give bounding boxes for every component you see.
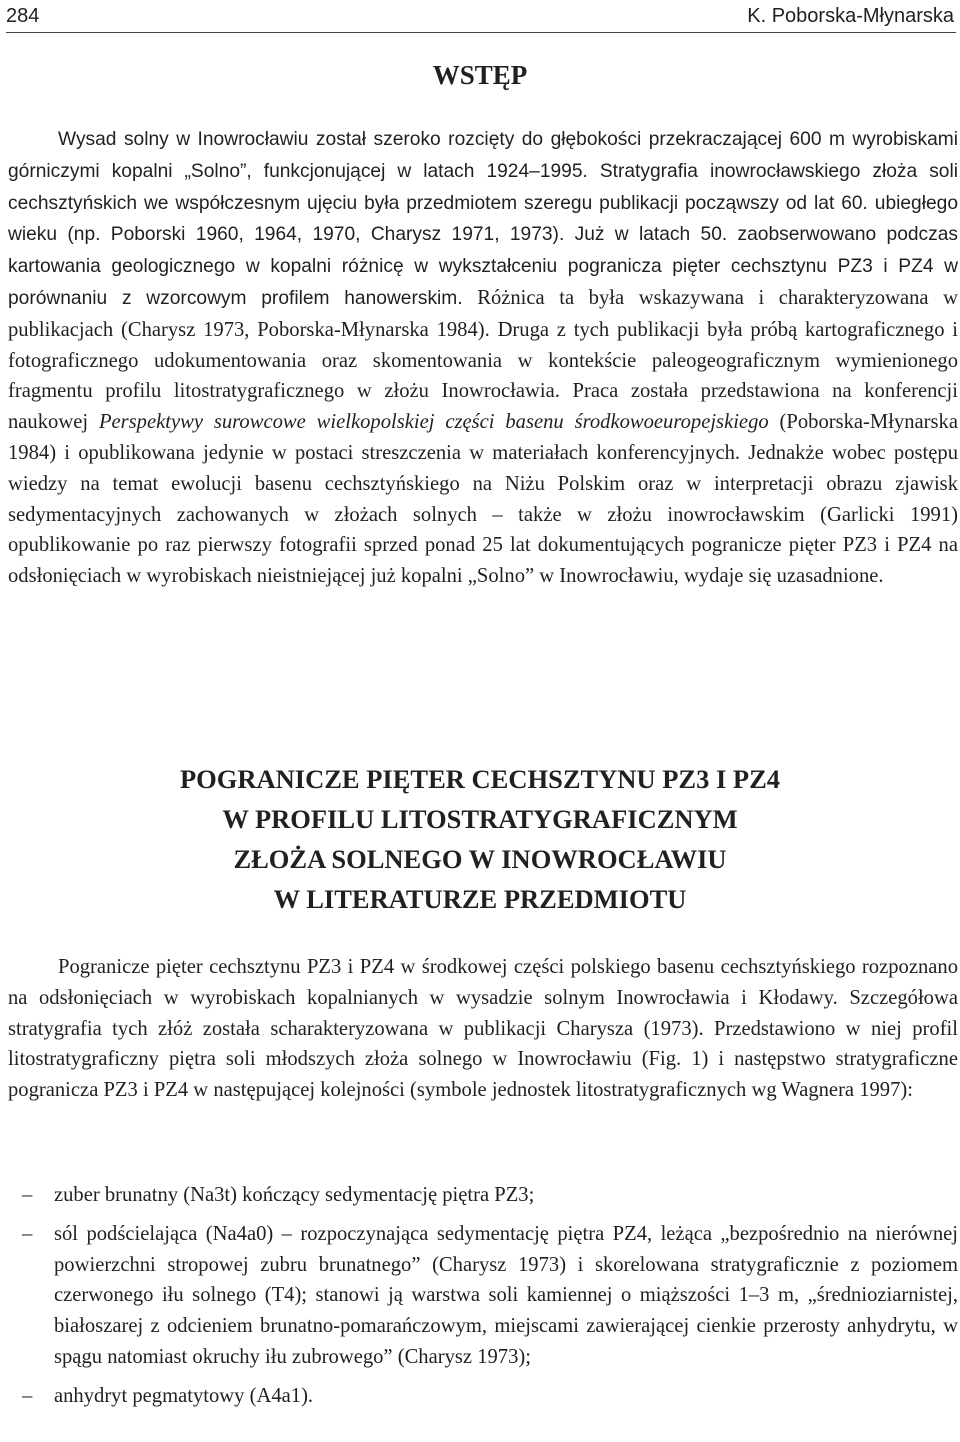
intro-paragraph-part-c: (Poborska-Młynarska 1984) i opublikowana jedynie w postaci streszczenia w materiałach konferencyjnych. Jednakże wobec postępu wiedzy na temat ewolucji basenu cechsztyńskiego na Niżu Polskim oraz w interpretacji obrazu zjawisk sedymentacyjnych zachowanych w złożach solnych – także w złożu inowrocławskim (Garlicki 1991) opublikowanie po raz pierwszy fotografii sprzed ponad 25 lat dokumentujących pogranicze pięter PZ3 i PZ4 na odsłonięciach w wyrobiskach nieistniejącej już kopalni „Solno” w Inowrocławiu, wydaje się uzasadnione. xyxy=(8,411,958,588)
page-number: 284 xyxy=(6,5,40,27)
list-dash: – xyxy=(22,1184,33,1206)
literature-paragraph: Pogranicze pięter cechsztynu PZ3 i PZ4 w środkowej części polskiego basenu cechsztyńskiego rozpoznano na odsłonięciach w wyrobiskach kopalnianych w wysadzie solnym Inowrocławia i Kłodawy. Szczegółowa stratygrafia tych złóż została scharakteryzowana w publikacji Charysza (1973). Przedstawiono w niej profil litostratygraficzny piętra soli młodszych złoża solnego w Inowrocławiu (Fig. 1) i następstwo stratygraficzne pogranicza PZ3 i PZ4 w następującej kolejności (symbole jednostek litostratygraficznych wg Wagnera 1997): xyxy=(8,956,958,1102)
intro-paragraph-part-a: Wysad solny w Inowrocławiu został szeroko rozcięty do głębokości przekraczającej 600 m wyrobiskami górniczymi kopalni „Solno”, funkcjonującej w latach 1924–1995. Stratygrafia inowrocławskiego złoża soli cechsztyńskich we współczesnym ujęciu była przedmiotem szeregu publikacji począwszy od lat 60. ubiegłego wieku (np. Poborski 1960, 1964, 1970, Charysz 1971, 1973). Już w latach 50. zaobserwowano podczas kartowania geologicznego w kopalni różnicę w wykształceniu pogranicza pięter cechsztynu PZ3 i PZ4 w porównaniu z wzorcowym profilem hanowerskim. xyxy=(8,129,958,309)
list-item xyxy=(8,1219,958,1373)
conference-title-italic: Perspektywy surowcowe wielkopolskiej części basenu środkowoeuropejskiego xyxy=(98,411,769,434)
stratigraphic-units-list xyxy=(8,1180,958,1420)
list-item xyxy=(8,1381,958,1412)
section-title-line-1: POGRANICZE PIĘTER CECHSZTYNU PZ3 I PZ4 xyxy=(179,764,780,794)
section-title-line-3: ZŁOŻA SOLNEGO W INOWROCŁAWIU xyxy=(233,844,727,874)
section-title-pogranicze xyxy=(0,759,960,919)
list-item-text: zuber brunatny (Na3t) kończący sedymentację piętra PZ3; xyxy=(54,1184,535,1206)
page-header xyxy=(6,0,956,33)
list-item xyxy=(8,1180,958,1211)
section-title-line-2: W PROFILU LITOSTRATYGRAFICZNYM xyxy=(222,804,738,834)
running-head-author: K. Poborska-Młynarska xyxy=(747,5,954,27)
list-item-text: sól podścielająca (Na4a0) – rozpoczynająca sedymentację piętra PZ4, leżąca „bezpośrednio na nierównej powierzchni stropowej zubru brunatnego” (Charysz 1973) i skorelowana stratygraficznie z poziomem czerwonego iłu solnego (T4); stanowi ją warstwa soli kamiennej o miąższości 1–3 m, „średnioziarnistej, białoszarej z odcieniem brunatno-pomarańczowym, miejscami zawierającej cienkie przerosty anhydrytu, w spągu natomiast okruchy iłu zubrowego” (Charysz 1973); xyxy=(54,1222,958,1368)
section-title-line-4: W LITERATURZE PRZEDMIOTU xyxy=(273,884,687,914)
section-title-wstep: WSTĘP xyxy=(432,60,528,90)
list-dash: – xyxy=(22,1384,33,1407)
list-item-text: anhydryt pegmatytowy (A4a1). xyxy=(54,1384,314,1407)
list-dash: – xyxy=(22,1222,33,1245)
intro-paragraph xyxy=(8,124,958,592)
intro-paragraph-part-b: Różnica ta była wskazywana i charakteryzowana w publikacjach (Charysz 1973, Poborska-Młynarska 1984). Druga z tych publikacji była próbą kartograficznego i fotograficznego udokumentowania oraz skomentowania w kontekście paleogeograficznym wymienionego fragmentu profilu litostratygraficznego w złożu Inowrocławia. Praca została przedstawiona na konferencji naukowej xyxy=(8,286,958,434)
